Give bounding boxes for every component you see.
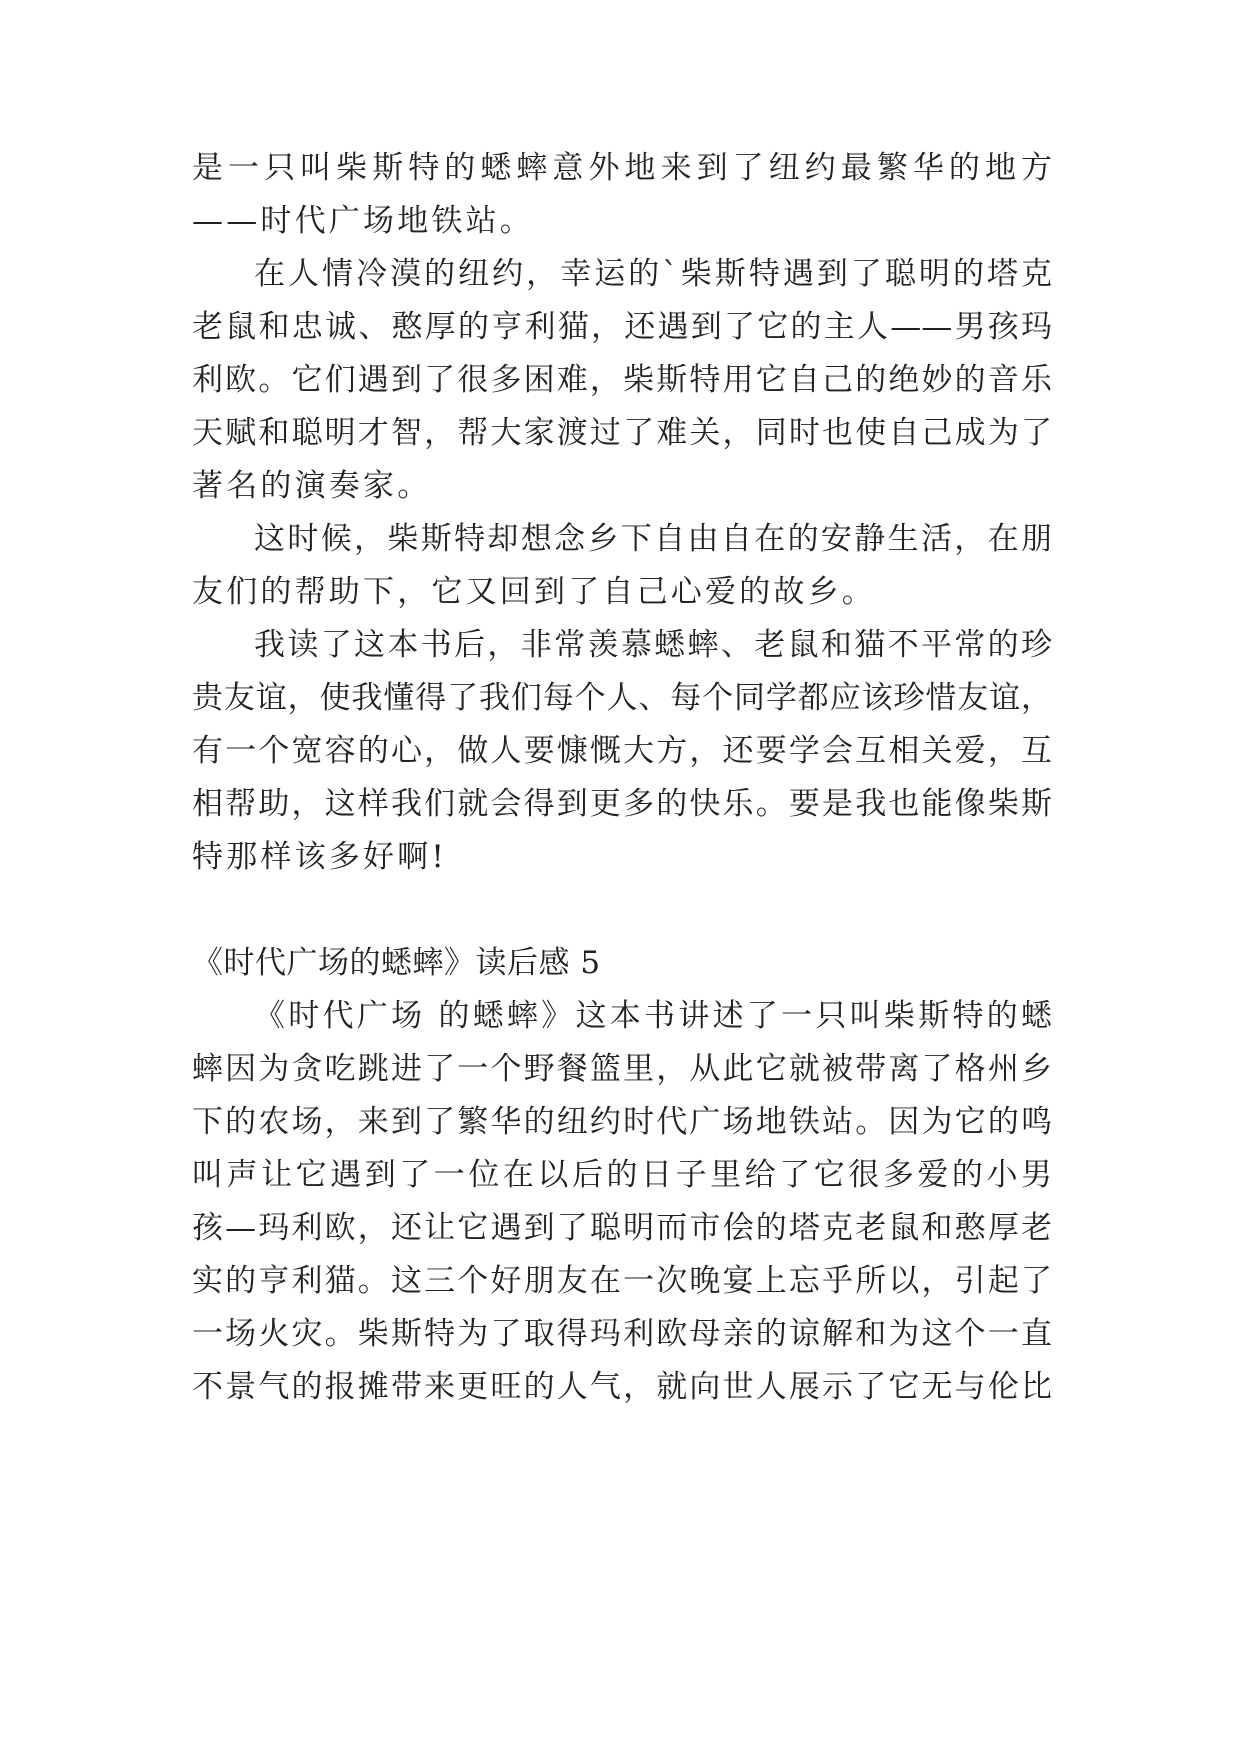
text-line: 是一只叫柴斯特的蟋蟀意外地来到了纽约最繁华的地方 [192,150,1052,186]
text-line: 有一个宽容的心，做人要慷慨大方，还要学会互相关爱，互 [192,733,1052,769]
text-line: 下的农场，来到了繁华的纽约时代广场地铁站。因为它的鸣 [192,1104,1052,1140]
text-line: 著名的演奏家。 [192,468,432,504]
text-line: 天赋和聪明才智，帮大家渡过了难关，同时也使自己成为了 [192,415,1052,451]
text-line: 蟀因为贪吃跳进了一个野餐篮里，从此它就被带离了格州乡 [192,1051,1052,1087]
text-line: 在人情冷漠的纽约，幸运的`柴斯特遇到了聪明的塔克 [254,256,1052,292]
text-line: 贵友谊，使我懂得了我们每个人、每个同学都应该珍惜友谊， [192,680,1052,716]
text-line: 老鼠和忠诚、憨厚的亨利猫，还遇到了它的主人——男孩玛 [192,309,1052,345]
section-heading: 《时代广场的蟋蟀》读后感 5 [192,945,601,981]
text-line: 孩—玛利欧，还让它遇到了聪明而市侩的塔克老鼠和憨厚老 [192,1210,1052,1246]
text-line: 相帮助，这样我们就会得到更多的快乐。要是我也能像柴斯 [192,786,1052,822]
text-line: 叫声让它遇到了一位在以后的日子里给了它很多爱的小男 [192,1157,1052,1193]
text-line: 不景气的报摊带来更旺的人气，就向世人展示了它无与伦比 [192,1369,1052,1405]
text-line: 实的亨利猫。这三个好朋友在一次晚宴上忘乎所以，引起了 [192,1263,1052,1299]
text-line: 《时代广场 的蟋蟀》这本书讲述了一只叫柴斯特的蟋 [254,998,1052,1034]
text-line: 一场火灾。柴斯特为了取得玛利欧母亲的谅解和为这个一直 [192,1316,1052,1352]
text-line: 利欧。它们遇到了很多困难，柴斯特用它自己的绝妙的音乐 [192,362,1052,398]
text-line: 这时候，柴斯特却想念乡下自由自在的安静生活，在朋 [254,521,1052,557]
text-line: ——时代广场地铁站。 [192,203,534,239]
text-line: 友们的帮助下，它又回到了自己心爱的故乡。 [192,574,876,610]
text-line: 特那样该多好啊! [192,839,448,875]
text-line: 我读了这本书后，非常羡慕蟋蟀、老鼠和猫不平常的珍 [254,627,1052,663]
